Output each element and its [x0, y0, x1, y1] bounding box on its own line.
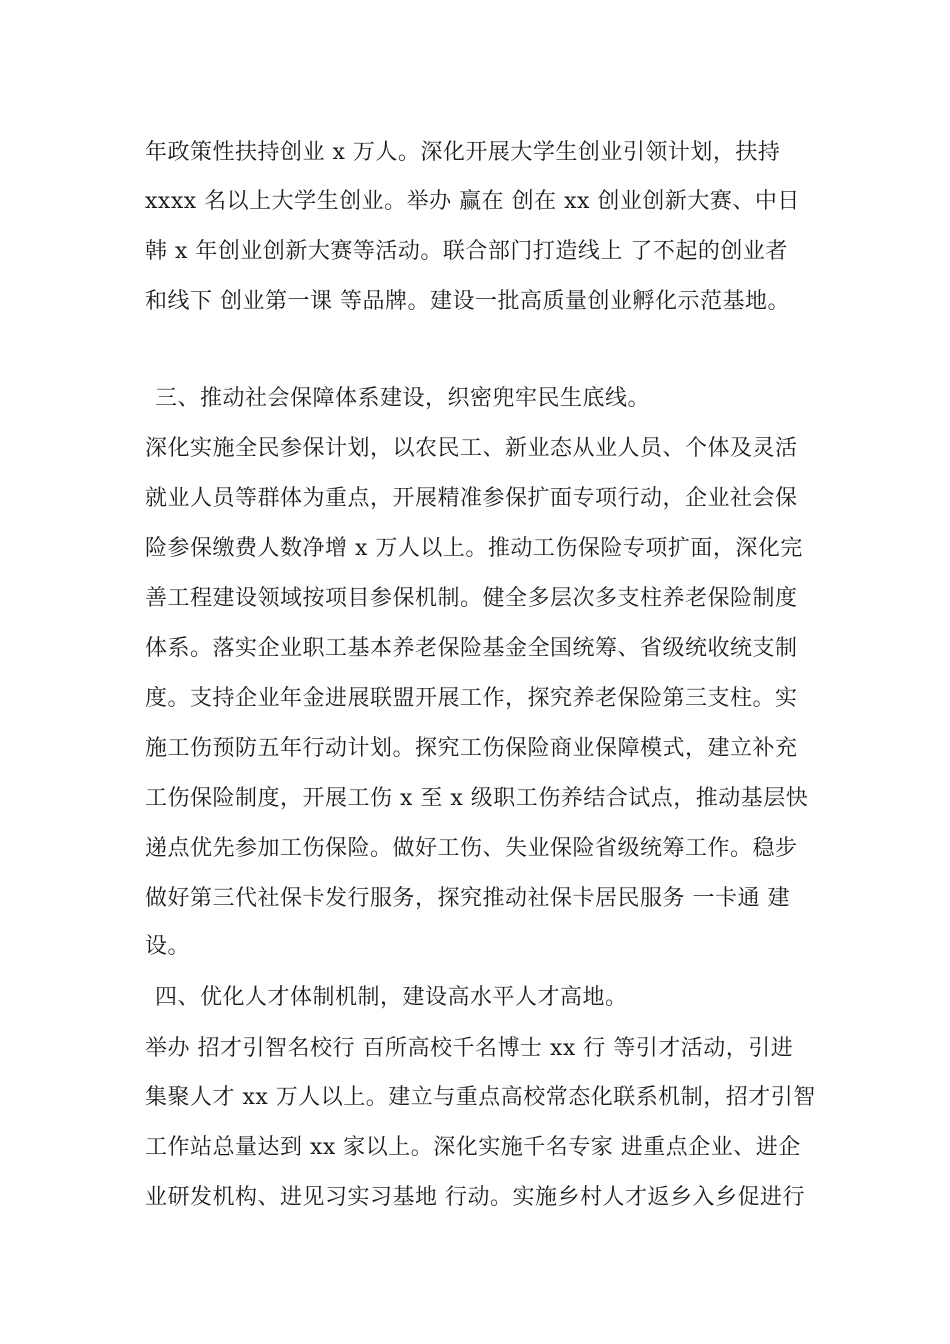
paragraph-line: 工作站总量达到 xx 家以上。深化实施千名专家 进重点企业、进企 — [145, 1135, 801, 1160]
paragraph-line: 做好第三代社保卡发行服务，探究推动社保卡居民服务 一卡通 建 — [145, 886, 790, 911]
paragraph-line: 体系。落实企业职工基本养老保险基金全国统筹、省级统收统支制 — [145, 636, 798, 661]
paragraph-line: 险参保缴费人数净增 x 万人以上。推动工伤保险专项扩面，深化完 — [145, 536, 803, 561]
paragraph-line: 递点优先参加工伤保险。做好工伤、失业保险省级统筹工作。稳步 — [145, 836, 798, 861]
paragraph-line: 施工伤预防五年行动计划。探究工伤保险商业保障模式，建立补充 — [145, 736, 798, 761]
paragraph-line: 善工程建设领域按项目参保机制。健全多层次多支柱养老保险制度 — [145, 586, 798, 611]
paragraph-line: 年政策性扶持创业 x 万人。深化开展大学生创业引领计划，扶持 — [145, 140, 781, 165]
paragraph-line: 集聚人才 xx 万人以上。建立与重点高校常态化联系机制，招才引智 — [145, 1085, 816, 1110]
paragraph-line: 就业人员等群体为重点，开展精准参保扩面专项行动，企业社会保 — [145, 486, 798, 511]
paragraph-line: 业研发机构、进见习实习基地 行动。实施乡村人才返乡入乡促进行 — [145, 1185, 805, 1210]
section-heading-3: 三、推动社会保障体系建设，织密兜牢民生底线。 — [155, 386, 651, 411]
paragraph-line: 设。 — [145, 934, 191, 959]
paragraph-line: 工伤保险制度，开展工伤 x 至 x 级职工伤养结合试点，推动基层快 — [145, 786, 809, 811]
paragraph-line: xxxx 名以上大学生创业。举办 赢在 创在 xx 创业创新大赛、中日 — [145, 189, 800, 214]
paragraph-line: 举办 招才引智名校行 百所高校千名博士 xx 行 等引才活动，引进 — [145, 1036, 794, 1061]
paragraph-line: 深化实施全民参保计划，以农民工、新业态从业人员、个体及灵活 — [145, 436, 798, 461]
paragraph-line: 韩 x 年创业创新大赛等活动。联合部门打造线上 了不起的创业者 — [145, 239, 788, 264]
paragraph-line: 度。支持企业年金进展联盟开展工作，探究养老保险第三支柱。实 — [145, 686, 798, 711]
section-heading-4: 四、优化人才体制机制，建设高水平人才高地。 — [155, 985, 628, 1010]
paragraph-line: 和线下 创业第一课 等品牌。建设一批高质量创业孵化示范基地。 — [145, 289, 790, 314]
